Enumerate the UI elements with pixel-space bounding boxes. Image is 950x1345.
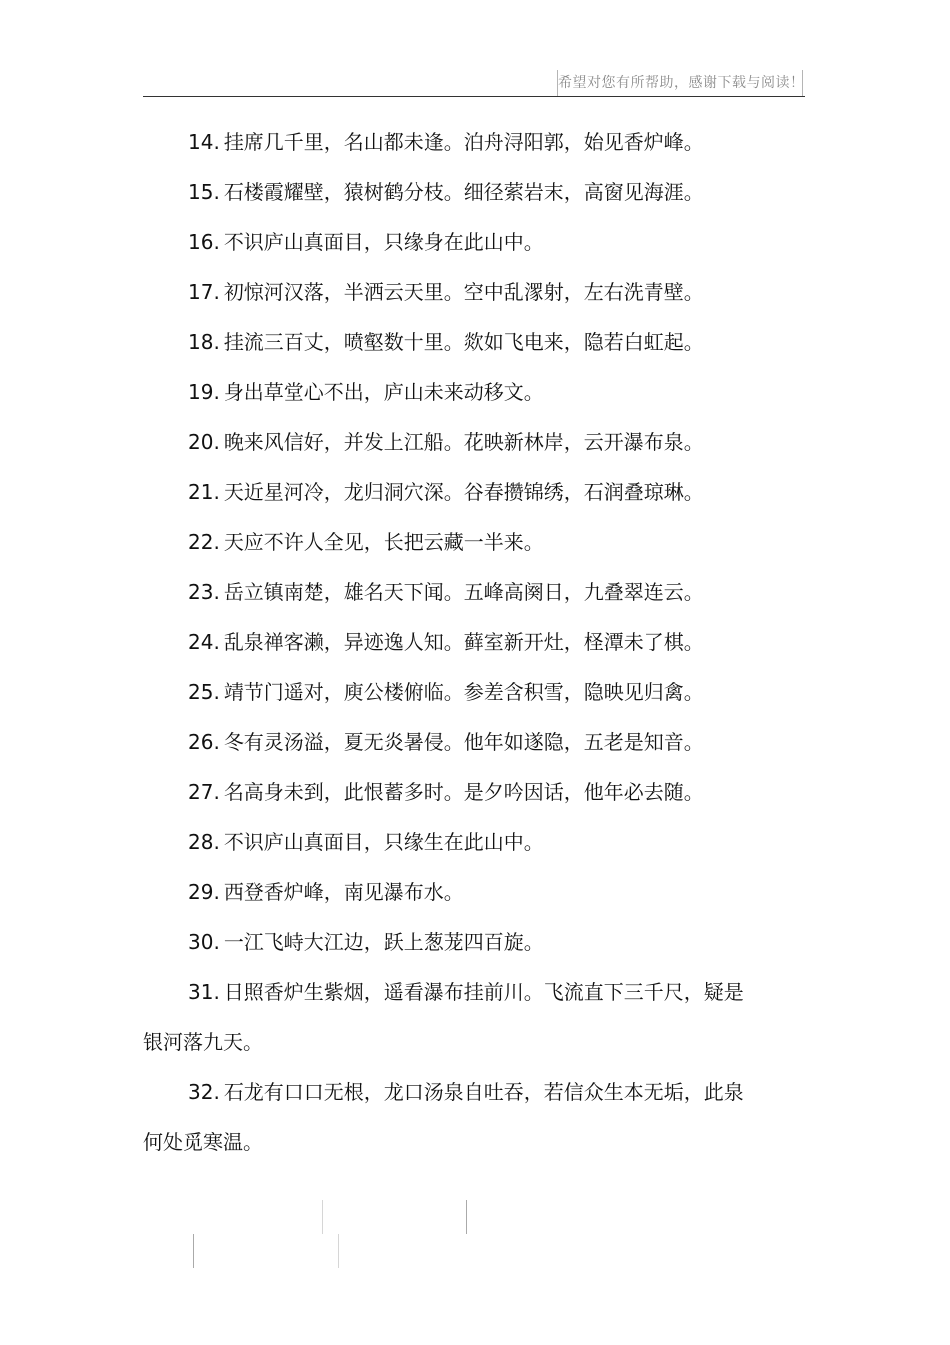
line-text: 晚来风信好，并发上江船。花映新林岸，云开瀑布泉。 [223,430,704,454]
poem-line-31 [143,967,768,1017]
line-text: 不识庐山真面目，只缘身在此山中。 [223,230,544,254]
line-text: 何处觅寒温。 [143,1130,263,1154]
poem-line-22 [143,517,768,567]
scan-mark [338,1234,339,1268]
line-text: 石楼霞耀壁，猿树鹤分枝。细径萦岩末，高窗见海涯。 [223,180,704,204]
line-text: 西登香炉峰，南见瀑布水。 [223,880,464,904]
scan-mark [322,1200,323,1234]
poem-line-16 [143,217,768,267]
line-number: 17. [188,280,220,304]
line-text: 天近星河冷，龙归洞穴深。谷春攒锦绣，石润叠琼琳。 [223,480,704,504]
poem-line-15 [143,167,768,217]
line-number: 21. [188,480,220,504]
line-number: 15. [188,180,220,204]
line-text: 不识庐山真面目，只缘生在此山中。 [223,830,544,854]
line-number: 14. [188,130,220,154]
poem-list [143,117,768,1167]
poem-line-18 [143,317,768,367]
line-number: 18. [188,330,220,354]
line-text: 银河落九天。 [143,1030,263,1054]
line-number: 32. [188,1080,220,1104]
poem-line-29 [143,867,768,917]
scan-mark [466,1200,467,1234]
poem-line-23 [143,567,768,617]
line-text: 一江飞峙大江边，跃上葱茏四百旋。 [223,930,544,954]
line-text: 冬有灵汤溢，夏无炎暑侵。他年如遂隐，五老是知音。 [223,730,704,754]
line-number: 16. [188,230,220,254]
poem-line-20 [143,417,768,467]
poem-line-32 [143,1067,768,1117]
poem-line-28 [143,817,768,867]
scan-mark [193,1234,194,1268]
line-number: 26. [188,730,220,754]
line-number: 27. [188,780,220,804]
line-number: 25. [188,680,220,704]
line-text: 名高身未到，此恨蓄多时。是夕吟因话，他年必去随。 [223,780,704,804]
line-number: 22. [188,530,220,554]
line-number: 28. [188,830,220,854]
line-text: 天应不许人全见，长把云藏一半来。 [223,530,544,554]
poem-line-32-continued [143,1117,768,1167]
line-text: 靖节门遥对，庾公楼俯临。参差含积雪，隐映见归禽。 [223,680,704,704]
line-number: 20. [188,430,220,454]
poem-line-30 [143,917,768,967]
header-banner: 希望对您有所帮助，感谢下载与阅读！ [557,70,803,96]
poem-line-14 [143,117,768,167]
line-number: 31. [188,980,220,1004]
line-text: 身出草堂心不出，庐山未来动移文。 [223,380,544,404]
poem-line-21 [143,467,768,517]
line-number: 29. [188,880,220,904]
line-number: 30. [188,930,220,954]
line-text: 乱泉禅客濑，异迹逸人知。藓室新开灶，柽潭未了棋。 [223,630,704,654]
line-text: 挂席几千里，名山都未逢。泊舟浔阳郭，始见香炉峰。 [223,130,704,154]
line-number: 23. [188,580,220,604]
line-text: 初惊河汉落，半洒云天里。空中乱潈射，左右洗青壁。 [223,280,704,304]
header-rule [143,96,805,97]
poem-line-25 [143,667,768,717]
line-text: 日照香炉生紫烟，遥看瀑布挂前川。飞流直下三千尺，疑是 [223,980,744,1004]
poem-line-24 [143,617,768,667]
line-text: 岳立镇南楚，雄名天下闻。五峰高阕日，九叠翠连云。 [223,580,704,604]
poem-line-26 [143,717,768,767]
line-number: 19. [188,380,220,404]
line-text: 挂流三百丈，喷壑数十里。欻如飞电来，隐若白虹起。 [223,330,704,354]
poem-line-27 [143,767,768,817]
poem-line-31-continued [143,1017,768,1067]
poem-line-17 [143,267,768,317]
line-number: 24. [188,630,220,654]
line-text: 石龙有口口无根，龙口汤泉自吐吞，若信众生本无垢，此泉 [223,1080,744,1104]
poem-line-19 [143,367,768,417]
